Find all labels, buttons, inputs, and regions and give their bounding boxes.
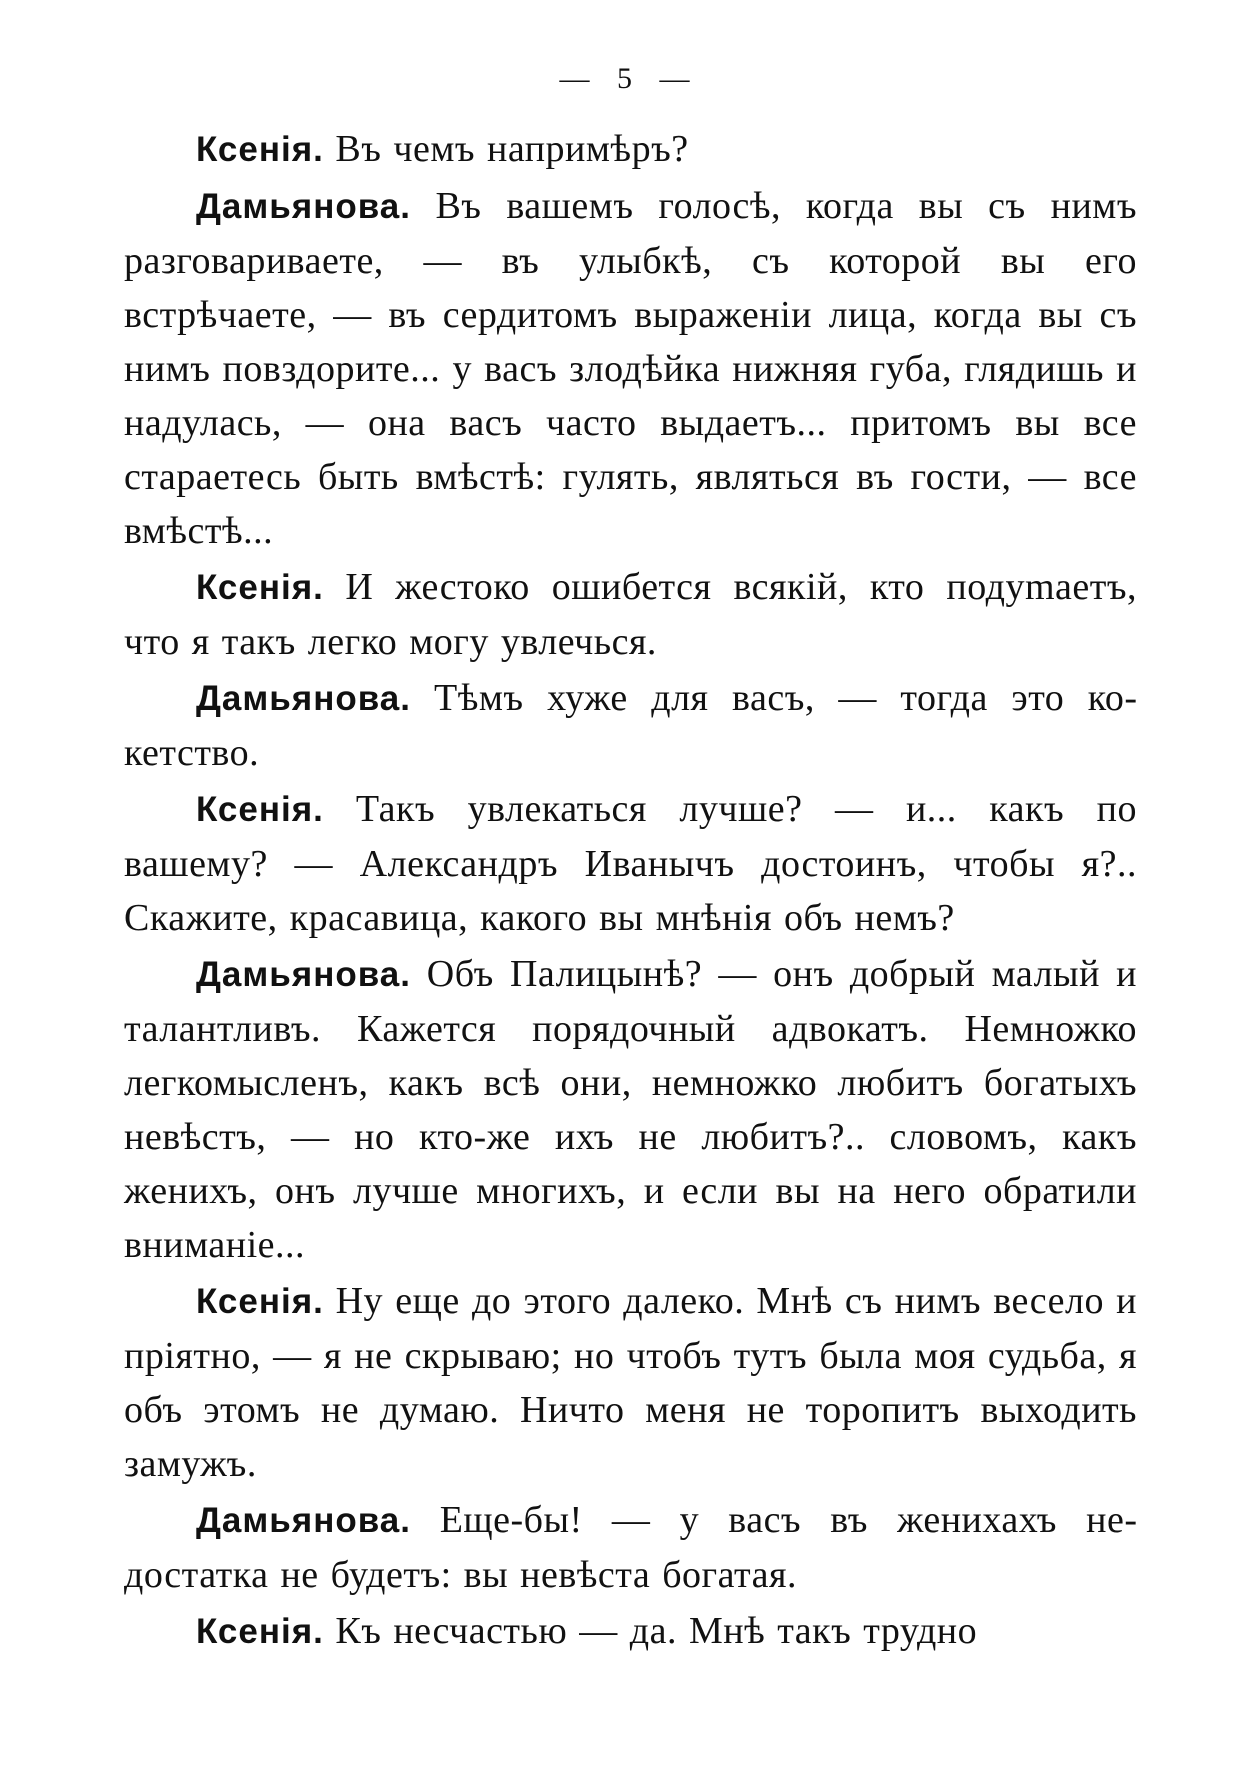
speaker-name: Дамьянова. — [196, 1501, 411, 1540]
speech-text: Такъ увлекаться лучше? — и... какъ по вашему? — Александръ Иванычъ достоинъ, чтобы я?.. Скажите, красавица, какого вы мнѣнія объ немъ? — [124, 788, 1137, 939]
dialogue-line — [124, 122, 1137, 177]
speech-text: Въ чемъ напримѣръ? — [335, 128, 689, 170]
dialogue-line — [124, 1604, 1137, 1659]
speech-text: Въ вашемъ голосѣ, когда вы съ нимъ разговариваете, — въ улыбкѣ, съ которой вы его встрѣчаете, — въ сердитомъ выраженіи лица, когда вы съ нимъ повздорите... у васъ злодѣйка нижняя губа, глядишь и надулась, — она васъ часто выдаетъ... притомъ вы все стараетесь быть вмѣстѣ: гулять, являться въ гости, — все вмѣстѣ... — [124, 185, 1137, 552]
dialogue-line — [124, 179, 1137, 558]
speaker-name: Дамьянова. — [196, 679, 411, 718]
speaker-name: Ксенія. — [196, 790, 324, 829]
speech-text: Еще-бы! — у васъ въ женихахъ недостатка не будетъ: вы невѣста богатая. — [124, 1499, 1137, 1596]
dialogue-line — [124, 1493, 1137, 1602]
speech-text: Объ Палицынѣ? — онъ добрый малый и талантливъ. Кажется порядочный адвокатъ. Немножко легкомысленъ, какъ всѣ они, немножко любитъ богатыхъ невѣстъ, — но кто-же ихъ не любитъ?.. словомъ, какъ женихъ, онъ лучше многихъ, и если вы на него обратили вниманіе... — [124, 953, 1138, 1266]
speech-text: Ну еще до этого далеко. Мнѣ съ нимъ весело и пріятно, — я не скрываю; но чтобъ тутъ была моя судьба, я объ этомъ не думаю. Ничто меня не торопитъ выходить замужъ. — [124, 1280, 1138, 1485]
dialogue-line — [124, 947, 1137, 1272]
speaker-name: Ксенія. — [196, 130, 324, 169]
speaker-name: Ксенія. — [196, 1612, 324, 1651]
dialogue-line — [124, 671, 1137, 780]
dialogue-line — [124, 560, 1137, 669]
dialogue-line — [124, 1274, 1137, 1491]
page-number: — 5 — — [559, 62, 700, 95]
dialogue-text — [124, 122, 1137, 1659]
dialogue-line — [124, 782, 1137, 945]
speech-text: Къ несчастью — да. Мнѣ такъ трудно — [335, 1610, 978, 1652]
speech-text: Тѣмъ хуже для васъ, — тогда это кокетство. — [124, 677, 1137, 774]
speaker-name: Дамьянова. — [196, 187, 411, 226]
speaker-name: Ксенія. — [196, 568, 324, 607]
speaker-name: Ксенія. — [196, 1282, 324, 1321]
speech-text: И жестоко ошибется всякій, кто подуmаетъ, что я такъ легко могу увлечься. — [124, 566, 1137, 663]
speaker-name: Дамьянова. — [196, 955, 411, 994]
